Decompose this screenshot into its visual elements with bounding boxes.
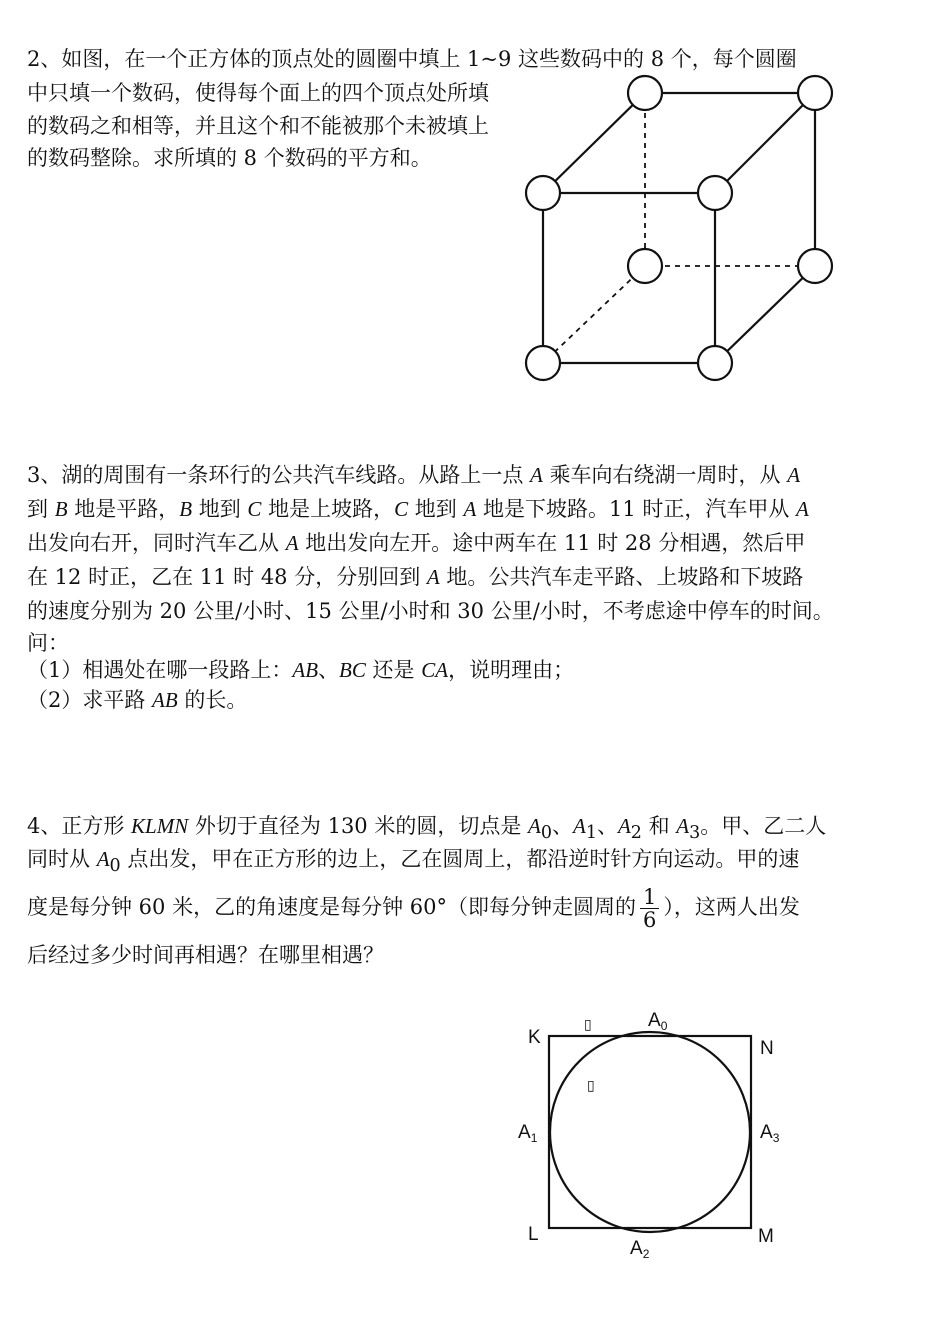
q2-line-1: 2、如图，在一个正方体的顶点处的圆圈中填上 1~9 这些数码中的 8 个，每个圆圈 xyxy=(27,47,797,71)
vertex-circle-back-top-left xyxy=(628,76,662,110)
label-a2: $A_2$ xyxy=(630,1238,650,1261)
mark-inside: ▯ xyxy=(587,1077,595,1093)
cube-figure xyxy=(0,0,930,420)
inscribed-circle xyxy=(550,1032,750,1232)
label-l: L xyxy=(528,1224,539,1245)
q4-line-1: 4、正方形 KLMN 外切于直径为 130 米的圆，切点是 $A_0$、$A_1$、$A_2$ 和 $A_3$。甲、乙二人 xyxy=(27,814,827,844)
vertex-circle-back-top-right xyxy=(798,76,832,110)
q3-line-6: 问： xyxy=(27,631,69,655)
q3-line-5: 的速度分别为 20 公里/小时、15 公里/小时和 30 公里/小时，不考虑途中停车的时间。 xyxy=(27,599,834,623)
vertex-circle-front-bottom-left xyxy=(526,346,560,380)
q2-line-3: 的数码之和相等，并且这个和不能被那个未被填上 xyxy=(27,114,489,138)
q2-line-4: 的数码整除。求所填的 8 个数码的平方和。 xyxy=(27,146,432,170)
q3-line-1: 3、湖的周围有一条环行的公共汽车线路。从路上一点 A 乘车向右绕湖一周时，从 A xyxy=(27,463,801,487)
mark-top: ▯ xyxy=(584,1016,592,1032)
q2-line-2: 中只填一个数码，使得每个面上的四个顶点处所填 xyxy=(27,81,489,105)
label-k: K xyxy=(528,1027,541,1048)
q3-line-7: （1）相遇处在哪一段路上：AB、BC 还是 CA，说明理由； xyxy=(27,658,575,682)
vertex-circle-back-bottom-right xyxy=(798,249,832,283)
q3-line-8: （2）求平路 AB 的长。 xyxy=(27,688,248,712)
vertex-circle-front-top-right xyxy=(698,176,732,210)
label-a3: $A_3$ xyxy=(760,1122,780,1145)
vertex-circle-back-bottom-left xyxy=(628,249,662,283)
label-n: N xyxy=(760,1038,774,1059)
square-klmn xyxy=(549,1036,751,1228)
label-a1: $A_1$ xyxy=(518,1122,538,1145)
q3-line-4: 在 12 时正，乙在 11 时 48 分，分别回到 A 地。公共汽车走平路、上坡路和下坡路 xyxy=(27,565,804,589)
q3-line-2: 到 B 地是平路，B 地到 C 地是上坡路，C 地到 A 地是下坡路。11 时正，汽车甲从 A xyxy=(27,497,809,521)
q3-line-3: 出发向右开，同时汽车乙从 A 地出发向左开。途中两车在 11 时 28 分相遇，然后甲 xyxy=(27,531,806,555)
label-a0: $A_0$ xyxy=(648,1010,668,1033)
label-m: M xyxy=(758,1226,774,1247)
q4-line-2: 同时从 $A_0$ 点出发，甲在正方形的边上，乙在圆周上，都沿逆时针方向运动。甲的速 xyxy=(27,847,800,877)
q4-line-4: 后经过多少时间再相遇？在哪里相遇？ xyxy=(27,943,384,967)
q4-line-3: 度是每分钟 60 米，乙的角速度是每分钟 60°（即每分钟走圆周的 $\frac{1}{6}$ ），这两人出发 xyxy=(27,885,800,932)
square-circle-figure xyxy=(0,990,930,1290)
vertex-circle-front-bottom-right xyxy=(698,346,732,380)
fraction-denominator: 6 xyxy=(642,908,657,932)
fraction-one-sixth xyxy=(640,886,659,931)
fraction-numerator: 1 xyxy=(640,886,659,909)
vertex-circle-front-top-left xyxy=(526,176,560,210)
